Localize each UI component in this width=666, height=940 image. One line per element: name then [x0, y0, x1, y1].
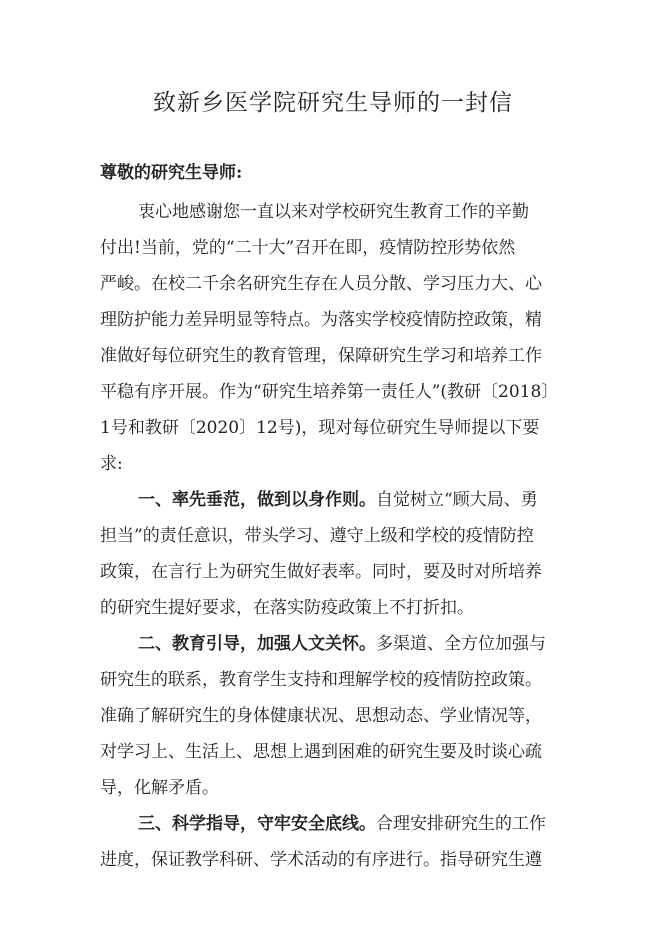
intro-line: 理防护能力差异明显等特点。为落实学校疫情防控政策，精 [100, 310, 542, 330]
intro-line: 1号和教研〔2020〕12号)，现对每位研究生导师提以下要 [100, 418, 540, 438]
paragraph-3-lead: 三、科学指导，守牢安全底线。 [138, 814, 376, 834]
paragraph-2-line: 导，化解矛盾。 [100, 778, 219, 798]
paragraph-2-first-rest: 多渠道、全方位加强与 [376, 634, 546, 654]
intro-line: 求: [100, 454, 123, 474]
page-title: 致新乡医学院研究生导师的一封信 [153, 90, 513, 116]
intro-line: 准做好每位研究生的教育管理，保障研究生学习和培养工作 [100, 346, 542, 366]
paragraph-2-line: 准确了解研究生的身体健康状况、思想动态、学业情况等， [100, 706, 542, 726]
intro-line: 平稳有序开展。作为“研究生培养第一责任人”(教研〔2018〕 [100, 382, 559, 402]
paragraph-2-line: 研究生的联系，教育学生支持和理解学校的疫情防控政策。 [100, 670, 542, 690]
intro-line: 付出!当前，党的“二十大”召开在即，疫情防控形势依然 [100, 238, 516, 258]
paragraph-1-lead: 一、率先垂范，做到以身作则。 [138, 490, 376, 510]
paragraph-1-line: 政策，在言行上为研究生做好表率。同时，要及时对所培养 [100, 562, 542, 582]
paragraph-1-line: 的研究生提好要求，在落实防疫政策上不打折扣。 [100, 598, 474, 618]
salutation: 尊敬的研究生导师: [100, 163, 243, 183]
paragraph-1-line: 担当”的责任意识，带头学习、遵守上级和学校的疫情防控 [100, 526, 534, 546]
paragraph-2-lead: 二、教育引导，加强人文关怀。 [138, 634, 376, 654]
paragraph-2-first-line [138, 629, 546, 654]
paragraph-1-first-line [138, 485, 538, 510]
intro-line: 衷心地感谢您一直以来对学校研究生教育工作的辛勤 [138, 202, 529, 222]
paragraph-3-first-line [138, 809, 546, 834]
paragraph-3-line: 进度，保证教学科研、学术活动的有序进行。指导研究生遵 [100, 850, 542, 870]
paragraph-3-first-rest: 合理安排研究生的工作 [376, 814, 546, 834]
intro-line: 严峻。在校二千余名研究生存在人员分散、学习压力大、心 [100, 274, 542, 294]
paragraph-1-first-rest: 自觉树立“顾大局、勇 [376, 490, 538, 510]
paragraph-2-line: 对学习上、生活上、思想上遇到困难的研究生要及时谈心疏 [100, 742, 542, 762]
